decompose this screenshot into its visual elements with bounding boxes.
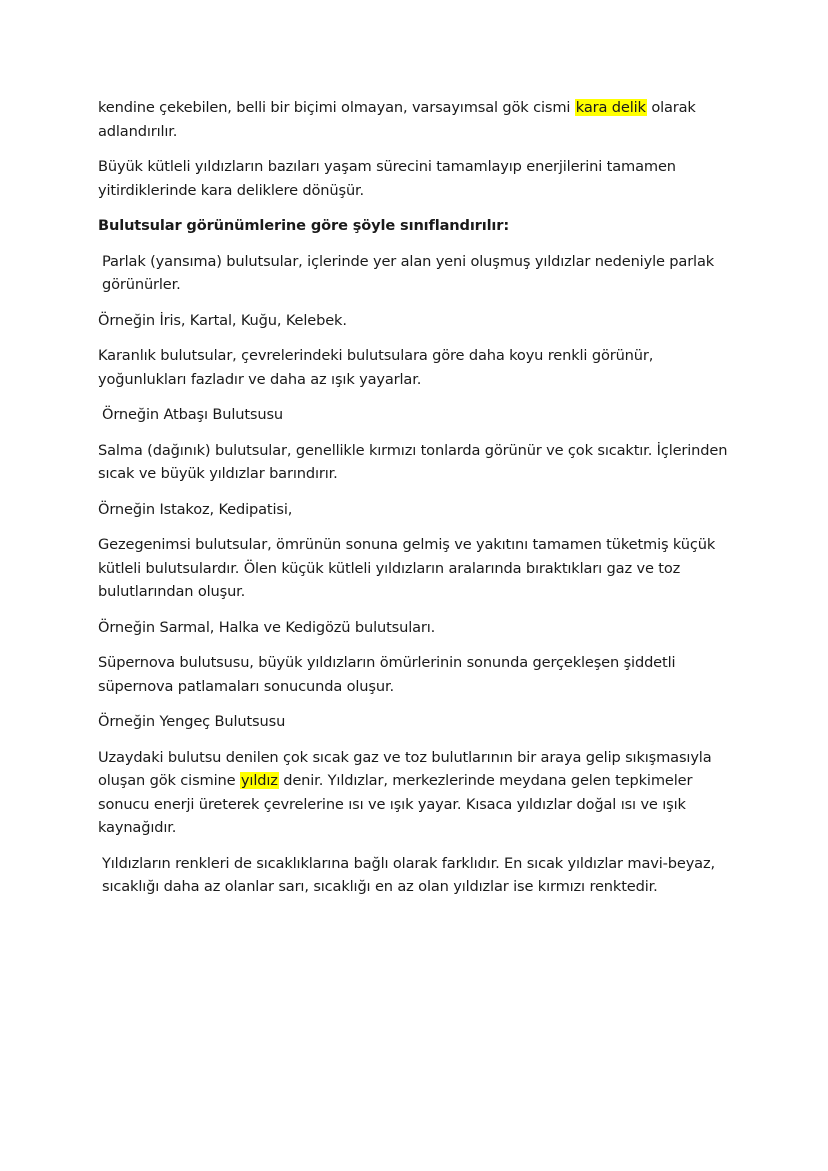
text-segment: olarak adlandırılır. [98, 99, 696, 140]
paragraph-black-hole-definition [98, 96, 738, 143]
paragraph-massive-stars: Büyük kütleli yıldızların bazıları yaşam sürecini tamamlayıp enerjilerini tamamen yitirdiklerinde kara deliklere dönüşür. [98, 158, 676, 199]
paragraph-example-emission: Örneğin Istakoz, Kedipatisi, [98, 500, 293, 518]
paragraph-example-dark: Örneğin Atbaşı Bulutsusu [102, 406, 284, 423]
paragraph-reflection-nebula: Parlak (yansıma) bulutsular, içlerinde yer alan yeni oluşmuş yıldızlar nedeniyle parlak görünürler. [102, 252, 715, 293]
paragraph-example-reflection: Örneğin İris, Kartal, Kuğu, Kelebek. [98, 311, 347, 329]
paragraph-supernova-nebula: Süpernova bulutsusu, büyük yıldızların ömürlerinin sonunda gerçekleşen şiddetli süpernova patlamaları sonucunda oluşur. [98, 654, 676, 695]
paragraph-example-supernova: Örneğin Yengeç Bulutsusu [98, 713, 286, 730]
text-segment: denir. Yıldızlar, merkezlerinde meydana gelen tepkimeler sonucu enerji üreterek çevrelerine ısı ve ışık yayar. Kısaca yıldızlar doğal ısı ve ışık kaynağıdır. [98, 772, 693, 836]
paragraph-example-planetary: Örneğin Sarmal, Halka ve Kedigözü bulutsuları. [98, 618, 436, 636]
section-heading-nebula-classification: Bulutsular görünümlerine göre şöyle sınıflandırılır: [98, 217, 510, 234]
paragraph-star-definition [98, 746, 738, 840]
highlighted-term-kara-delik: kara delik [575, 99, 646, 116]
text-segment: Uzaydaki bulutsu denilen çok sıcak gaz ve toz bulutlarının bir araya gelip sıkışmasıyla oluşan gök cismine [98, 748, 712, 789]
paragraph-planetary-nebula: Gezegenimsi bulutsular, ömrünün sonuna gelmiş ve yakıtını tamamen tüketmiş küçük kütleli bulutsulardır. Ölen küçük kütleli yıldızların aralarında bıraktıkları gaz ve toz bulutlarından oluşur. [98, 536, 716, 600]
highlighted-term-yildiz: yıldız [240, 772, 278, 789]
text-segment: kendine çekebilen, belli bir biçimi olmayan, varsayımsal gök cismi [98, 99, 575, 116]
paragraph-emission-nebula: Salma (dağınık) bulutsular, genellikle kırmızı tonlarda görünür ve çok sıcaktır. İçlerinden sıcak ve büyük yıldızlar barındırır. [98, 441, 728, 482]
document-body [98, 96, 738, 911]
paragraph-dark-nebula: Karanlık bulutsular, çevrelerindeki bulutsulara göre daha koyu renkli görünür, yoğunlukları fazladır ve daha az ışık yayarlar. [98, 347, 654, 388]
paragraph-star-colors: Yıldızların renkleri de sıcaklıklarına bağlı olarak farklıdır. En sıcak yıldızlar mavi-beyaz, sıcaklığı daha az olanlar sarı, sıcaklığı en az olan yıldızlar ise kırmızı renktedir. [102, 854, 715, 895]
